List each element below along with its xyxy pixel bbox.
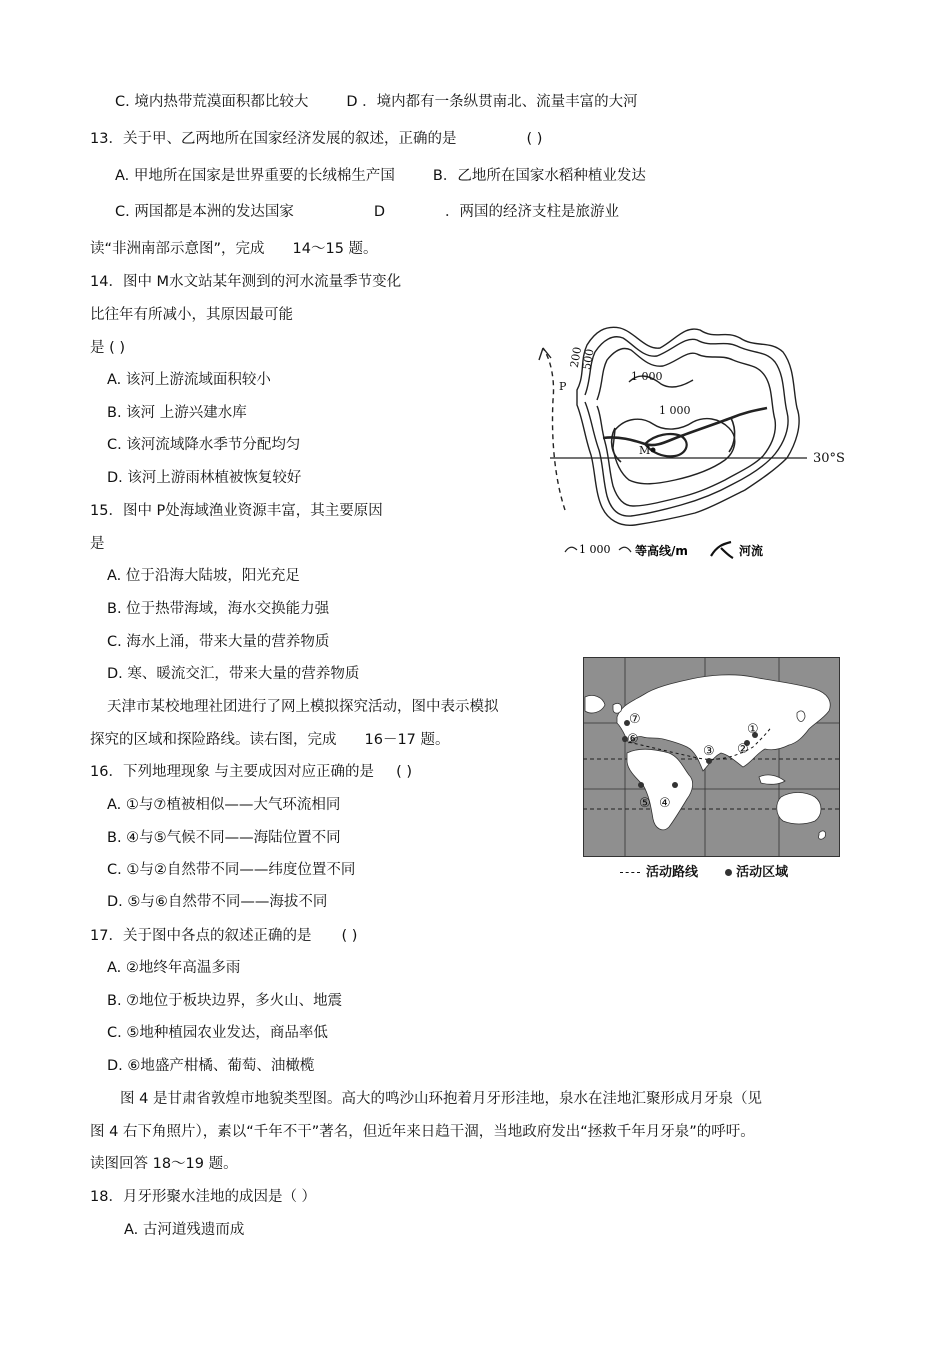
option-line: A. ②地终年高温多雨 [107,960,241,976]
point-label-4: ④ [659,796,671,811]
contour-1000 [613,419,735,484]
option-line: C. 海水上涌，带来大量的营养物质 [107,634,330,650]
activity-area-marker [672,782,678,788]
world-map [583,657,840,857]
option-line: D. ⑥地盛产柑橘、葡萄、油橄榄 [107,1058,315,1074]
point-label-2: ② [737,742,749,757]
point-label-7: ⑦ [629,712,641,727]
legend-area: 活动区域 [736,865,789,880]
contour-label: 1 000 [659,404,691,417]
hydro-station-m [651,448,656,453]
section-intro: 天津市某校地理社团进行了网上模拟探究活动，图中表示模拟 [107,699,499,715]
option-line: A. 该河上游流域面积较小 [107,372,271,388]
contour-500 [597,348,775,506]
section-intro: 读“非洲南部示意图”，完成 14～15 题。 [90,241,378,257]
option-line: D. 寒、暖流交汇，带来大量的营养物质 [107,666,360,682]
option-line: C. ⑤地种植园农业发达，商品率低 [107,1025,328,1041]
option-line: A. 甲地所在国家是世界重要的长绒棉生产国 B．乙地所在国家水稻种植业发达 [115,168,646,184]
sea-label: P [559,380,567,393]
option-line: C. 该河流域降水季节分配均匀 [107,437,301,453]
option-line: A. 古河道残遗而成 [124,1222,245,1238]
area-legend-icon [725,869,732,876]
option-line: A. 位于沿海大陆坡，阳光充足 [107,568,300,584]
option-line: B. 位于热带海域，海水交换能力强 [107,601,330,617]
section-intro: 读图回答 18～19 题。 [90,1156,238,1172]
australia [777,793,821,825]
station-label: M [639,444,651,457]
option-line: C. 两国都是本洲的发达国家 D ．两国的经济支柱是旅游业 [115,204,620,220]
ocean-current [543,348,565,510]
section-intro: 图 4 是甘肃省敦煌市地貌类型图。高大的鸣沙山环抱着月牙形洼地，泉水在洼地汇聚形成月牙泉（见 [120,1091,762,1107]
option-line: D. 该河上游雨林植被恢复较好 [107,470,302,486]
question-15-cont: 是 [90,536,105,552]
question-18: 18．月牙形聚水洼地的成因是（ ） [90,1189,317,1205]
point-label-5: ⑤ [639,796,651,811]
legend-contour-value: 1 000 [579,543,611,556]
option-line: D. ⑤与⑥自然带不同——海拔不同 [107,894,328,910]
option-line: B. ④与⑤气候不同——海陆位置不同 [107,830,341,846]
question-16: 16．下列地理现象 与主要成因对应正确的是 ( ) [90,764,412,780]
question-13: 13．关于甲、乙两地所在国家经济发展的叙述，正确的是 ( ) [90,131,543,147]
southern-africa-map [525,320,855,570]
question-14-cont: 比往年有所减小，其原因最可能 [90,307,293,323]
contour-200 [585,337,788,516]
option-line: B. ⑦地位于板块边界，多火山、地震 [107,993,343,1009]
latitude-label: 30°S [813,451,845,466]
legend-route: 活动路线 [646,865,699,880]
route-legend-icon [620,872,640,873]
section-intro: 探究的区域和探险路线。读右图，完成 16－17 题。 [90,732,450,748]
legend-contour: 等高线/m [635,544,688,558]
legend-river: 河流 [739,544,764,558]
option-line: A. ①与⑦植被相似——大气环流相同 [107,797,341,813]
world-map-legend [620,861,788,880]
point-label-6: ⑥ [627,732,639,747]
contour-label: 500 [580,347,597,371]
section-intro: 图 4 右下角照片），素以“千年不干”著名，但近年来日趋干涸，当地政府发出“拯救千年月牙泉”的呼吁。 [90,1124,755,1140]
option-line: B. 该河 上游兴建水库 [107,405,247,421]
question-15: 15．图中 P处海域渔业资源丰富，其主要原因 [90,503,383,519]
option-line: C. ①与②自然带不同——纬度位置不同 [107,862,356,878]
contour-label: 200 [567,345,585,369]
contour-label: 1 000 [631,370,663,383]
river-legend-icon [711,542,733,558]
question-17: 17．关于图中各点的叙述正确的是 ( ) [90,928,358,944]
activity-area-marker [638,782,644,788]
point-label-3: ③ [703,744,715,759]
option-line: C. 境内热带荒漠面积都比较大 D ．境内都有一条纵贯南北、流量丰富的大河 [115,94,638,110]
point-label-1: ① [747,722,759,737]
question-14-cont: 是 ( ) [90,340,126,356]
question-14: 14．图中 M水文站某年测到的河水流量季节变化 [90,274,402,290]
